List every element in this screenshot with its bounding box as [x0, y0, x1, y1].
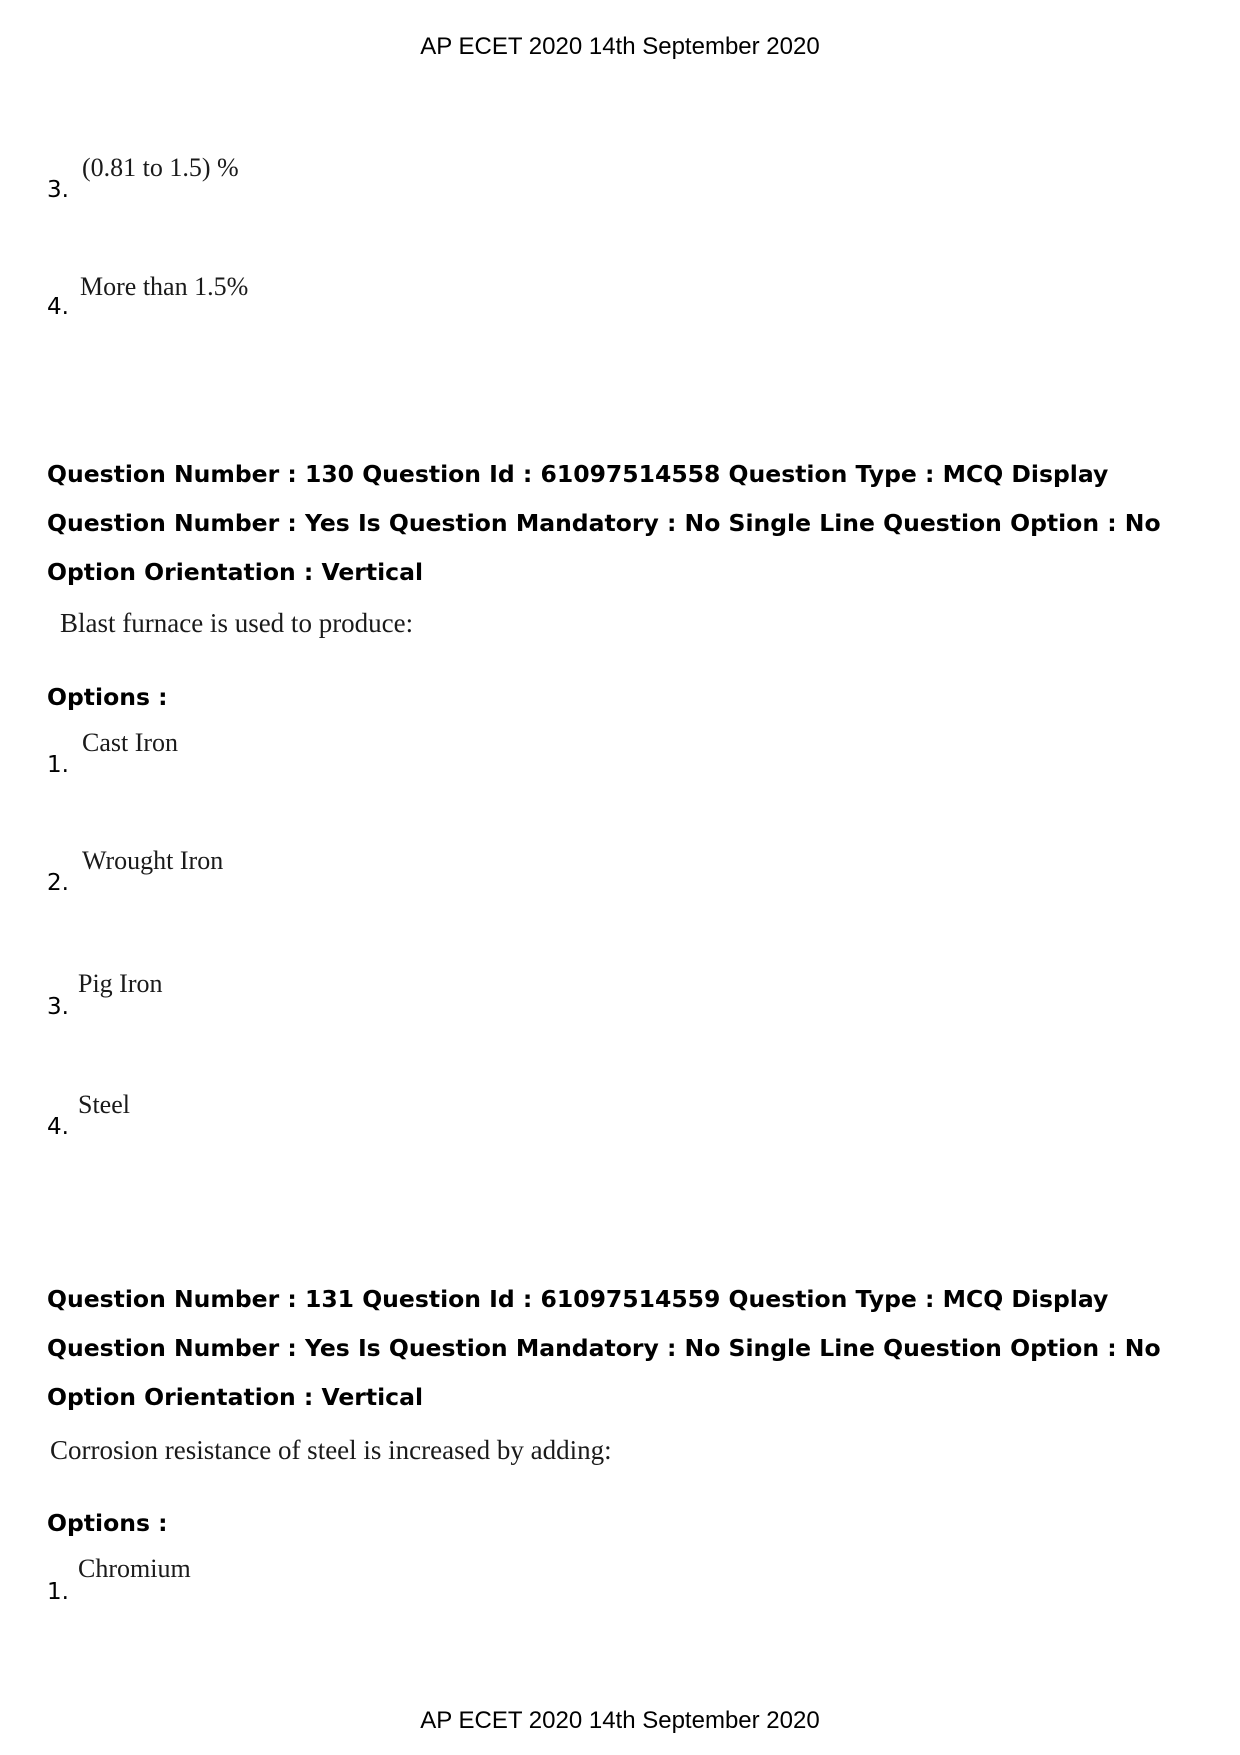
option-text: More than 1.5%: [80, 272, 249, 301]
option-number: 1.: [47, 1579, 69, 1605]
question-header: Question Number : 131 Question Id : 61097514559 Question Type : MCQ Display Question Number : Yes Is Question Mandatory : No Single Line Question Option : No Option Orientation : Vertical: [47, 1285, 1161, 1411]
option-text: Cast Iron: [82, 728, 179, 757]
question-text: Corrosion resistance of steel is increased by adding:: [50, 1435, 612, 1465]
option-number: 3.: [47, 994, 69, 1020]
question-header: Question Number : 130 Question Id : 61097514558 Question Type : MCQ Display Question Number : Yes Is Question Mandatory : No Single Line Question Option : No Option Orientation : Vertical: [47, 460, 1161, 586]
options-label: Options :: [47, 1509, 168, 1537]
option-text: Wrought Iron: [82, 846, 224, 875]
option-number: 4.: [47, 294, 69, 320]
options-label: Options :: [47, 683, 168, 711]
option-text: Pig Iron: [78, 969, 163, 998]
option-text: (0.81 to 1.5) %: [82, 153, 239, 182]
option-number: 3.: [47, 177, 69, 203]
question-text: Blast furnace is used to produce:: [60, 608, 414, 638]
page-header: AP ECET 2020 14th September 2020: [420, 33, 820, 60]
option-number: 1.: [47, 752, 69, 778]
option-number: 2.: [47, 870, 69, 896]
option-text: Steel: [78, 1090, 130, 1119]
option-text: Chromium: [78, 1554, 191, 1583]
page-footer: AP ECET 2020 14th September 2020: [420, 1707, 820, 1734]
option-number: 4.: [47, 1114, 69, 1140]
